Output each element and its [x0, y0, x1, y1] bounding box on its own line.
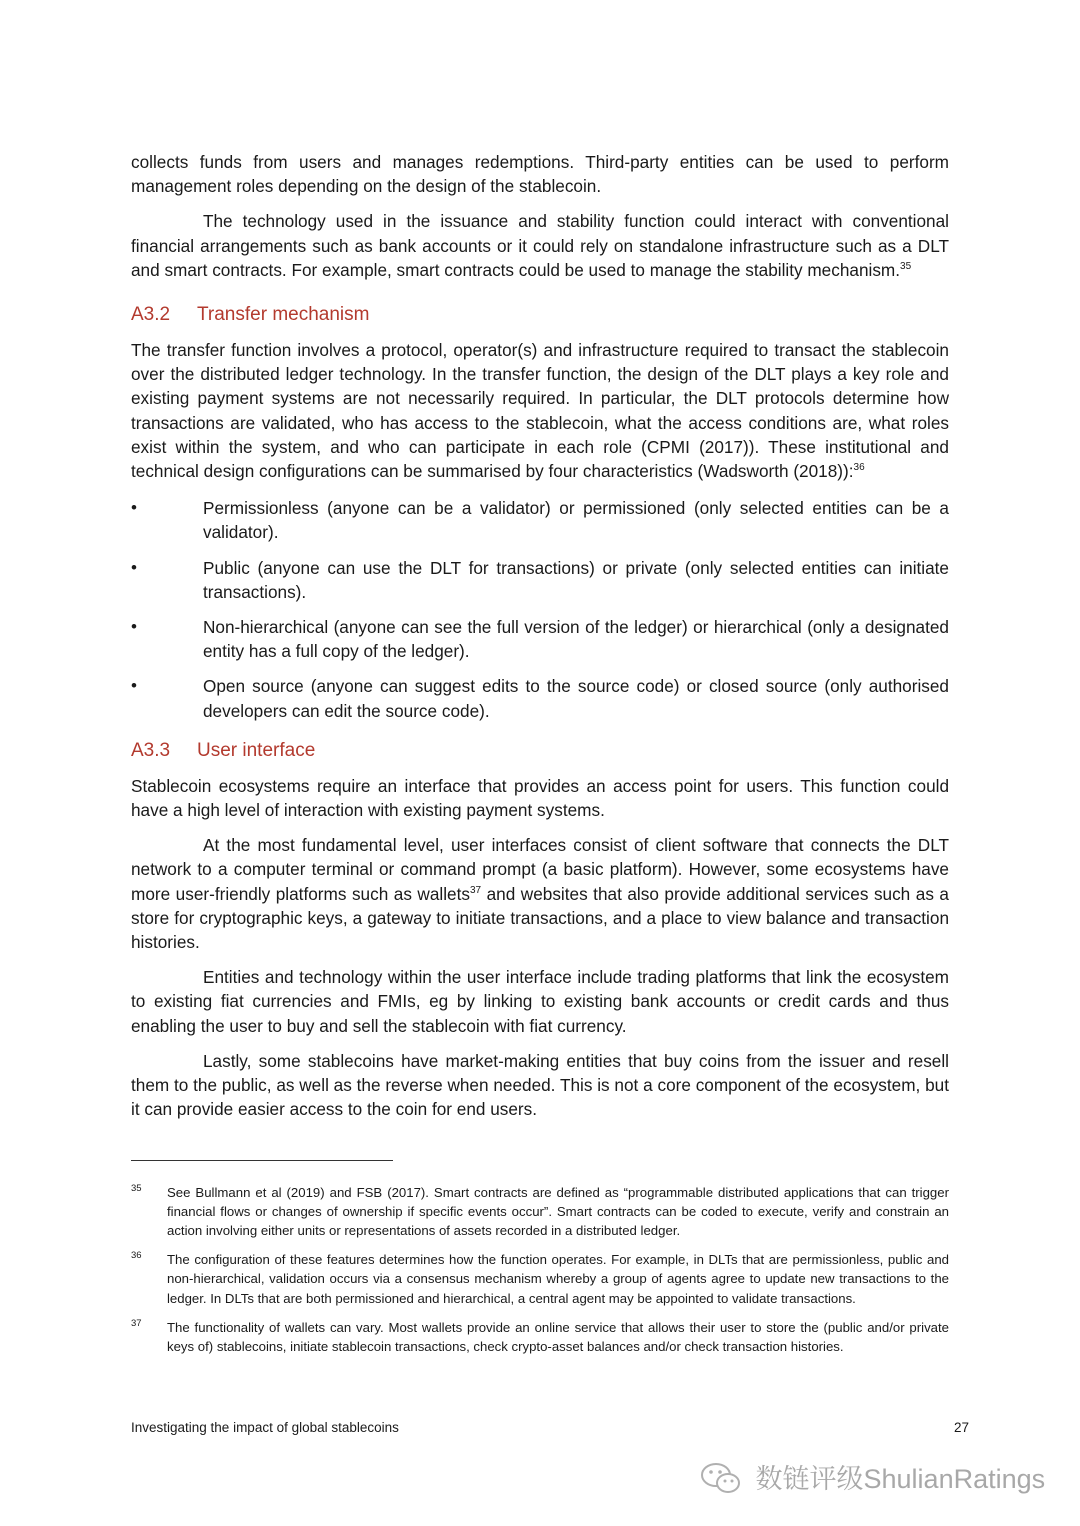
bullet-icon: •	[131, 676, 137, 696]
list-item	[131, 615, 949, 663]
section-number: A3.2	[131, 304, 171, 326]
list-item	[131, 556, 949, 604]
paragraph-5-text-b: and websites that also provide additional services such as a store for cryptographic keys, a gateway to initiate transactions, and a place to view balance and transaction histories.	[131, 883, 949, 953]
list-item	[131, 674, 949, 722]
bullet-icon: •	[131, 617, 137, 637]
footnote-37	[131, 1318, 949, 1356]
section-heading-user-interface	[131, 739, 949, 763]
wechat-logo-icon	[700, 1461, 742, 1497]
list-item	[131, 496, 949, 544]
footnote-ref-37[interactable]: 37	[469, 884, 482, 896]
footnote-35	[131, 1183, 949, 1241]
document-body	[131, 150, 949, 1366]
paragraph-4: Stablecoin ecosystems require an interface that provides an access point for users. This function could have a high level of interaction with existing payment systems.	[131, 775, 949, 821]
paragraph-2	[131, 209, 949, 282]
section-heading-transfer-mechanism	[131, 303, 949, 327]
paragraph-7: Lastly, some stablecoins have market-making entities that buy coins from the issuer and resell them to the public, as well as the reverse when needed. This is not a core component of the ecosystem, but it can provide easier access to the coin for end users.	[131, 1050, 949, 1120]
section-title: Transfer mechanism	[197, 304, 370, 326]
footnote-number: 37	[131, 1317, 142, 1329]
bullet-icon: •	[131, 498, 137, 518]
footnote-ref-35[interactable]: 35	[900, 260, 912, 272]
page-footer	[131, 1419, 969, 1437]
list-item-text: Permissionless (anyone can be a validator) or permissioned (only selected entities can be a validator).	[203, 498, 949, 543]
list-item-text: Non-hierarchical (anyone can see the full version of the ledger) or hierarchical (only a designated entity has a full copy of the ledger).	[203, 617, 949, 662]
footnote-36	[131, 1250, 949, 1308]
footnote-ref-36[interactable]: 36	[853, 462, 865, 474]
bullet-icon: •	[131, 557, 137, 577]
paragraph-6: Entities and technology within the user interface include trading platforms that link the ecosystem to existing fiat currencies and FMIs, eg by linking to existing bank accounts or credit cards and thus enabling the user to buy and sell the stablecoin with fiat currency.	[131, 967, 949, 1036]
characteristics-list	[131, 496, 949, 723]
section-number: A3.3	[131, 739, 171, 761]
paragraph-2-text: The technology used in the issuance and stability function could interact with conventional financial arrangements such as bank accounts or it could rely on standalone infrastructure such as a DLT and smart contracts. For example, smart contracts could be used to manage the stability mechanism.	[131, 211, 949, 280]
paragraph-5-text-a: At the most fundamental level, user interfaces consist of client software that connects the DLT network to a computer terminal or command prompt (a basic platform). However, some ecosystems have more user-friendly platforms such as wallets	[131, 835, 949, 904]
page-number: 27	[953, 1420, 969, 1435]
footnote-number: 36	[131, 1250, 142, 1262]
section-title: User interface	[197, 739, 316, 761]
footnote-text: The functionality of wallets can vary. Most wallets provide an online service that allows their user to store the (public and/or private keys of) stablecoins, initiate stablecoin transactions, check crypto-asset balances and/or check transaction histories.	[167, 1319, 949, 1354]
paragraph-1: collects funds from users and manages redemptions. Third-party entities can be used to perform management roles depending on the design of the stablecoin.	[131, 152, 949, 197]
footnote-number: 35	[131, 1182, 142, 1194]
paragraph-5	[131, 833, 949, 954]
footnote-divider	[131, 1160, 393, 1161]
footer-title: Investigating the impact of global stablecoins	[131, 1420, 399, 1435]
list-item-text: Public (anyone can use the DLT for transactions) or private (only selected entities can initiate transactions).	[203, 557, 949, 602]
footnote-text: The configuration of these features determines how the function operates. For example, in DLTs that are permissionless, public and non-hierarchical, validation occurs via a consensus mechanism whereby a group of agents agree to update new transactions to the ledger. In DLTs that are both permissioned and hierarchical, a central agent may be appointed to validate transactions.	[167, 1252, 949, 1306]
paragraph-3-text: The transfer function involves a protocol, operator(s) and infrastructure required to transact the stablecoin over the distributed ledger technology. In the transfer function, the design of the DLT plays a key role and existing payment systems are not necessarily required. In particular, the DLT protocols determine how transactions are validated, who has access to the stablecoin, what the access conditions are, what roles exist within the system, and who can participate in each role (CPMI (2017)). These institutional and technical design configurations can be summarised by four characteristics (Wadsworth (2018)):	[131, 340, 949, 482]
footnotes	[131, 1183, 949, 1357]
watermark	[700, 1455, 1060, 1499]
list-item-text: Open source (anyone can suggest edits to the source code) or closed source (only authorised developers can edit the source code).	[203, 676, 949, 721]
paragraph-3	[131, 338, 949, 483]
footnote-text: See Bullmann et al (2019) and FSB (2017). Smart contracts are defined as “programmable distributed applications that can trigger financial flows or changes of ownership if specific events occur”. Smart contracts can be coded to execute, verify and constrain an action involving either units or representations of assets recorded in a distributed ledger.	[167, 1184, 949, 1238]
watermark-text: 数链评级ShulianRatings	[755, 1463, 1046, 1494]
